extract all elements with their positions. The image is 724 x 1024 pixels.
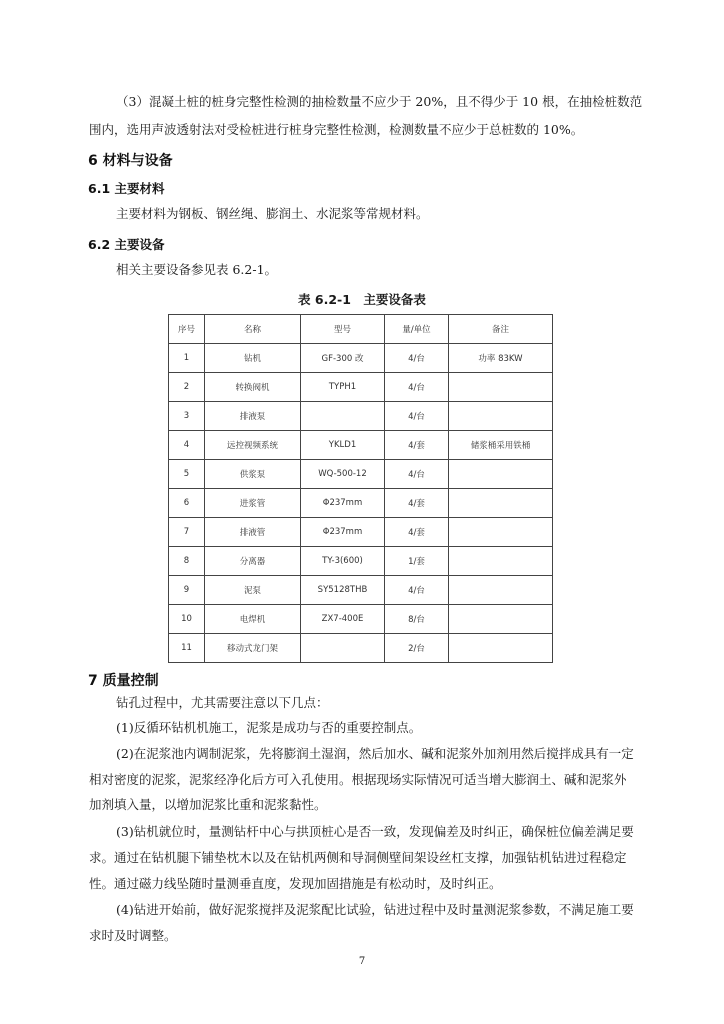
table-row [169, 605, 553, 634]
section-6-1-heading: 6.1 主要材料 [88, 181, 165, 196]
table-cell: 3 [169, 402, 205, 431]
paragraph-line: 加剂填入量，以增加泥浆比重和泥浆黏性。 [89, 797, 327, 812]
table-cell: 排液管 [205, 518, 301, 547]
table-cell: 远控视频系统 [205, 431, 301, 460]
table-row [169, 344, 553, 373]
table-cell: 1 [169, 344, 205, 373]
table-row [169, 518, 553, 547]
equipment-table [168, 314, 553, 663]
table-row [169, 460, 553, 489]
section-6-2-heading: 6.2 主要设备 [88, 237, 165, 252]
table-cell: Φ237mm [301, 489, 385, 518]
table-cell: 8 [169, 547, 205, 576]
table-cell: 分离器 [205, 547, 301, 576]
table-cell: 11 [169, 634, 205, 663]
table-cell [449, 373, 553, 402]
table-caption: 表 6.2-1 主要设备表 [298, 292, 426, 307]
table-row [169, 489, 553, 518]
table-cell [449, 489, 553, 518]
table-cell: 4/套 [385, 431, 449, 460]
table-cell: YKLD1 [301, 431, 385, 460]
table-cell: 4/台 [385, 576, 449, 605]
table-cell [301, 402, 385, 431]
table-cell: 4/套 [385, 518, 449, 547]
paragraph-line: （3）混凝土桩的桩身完整性检测的抽检数量不应少于 20%，且不得少于 10 根，在抽检桩数范 [116, 94, 643, 109]
table-cell: TY-3(600) [301, 547, 385, 576]
table-cell: 钻机 [205, 344, 301, 373]
table-cell [449, 576, 553, 605]
table-cell: 6 [169, 489, 205, 518]
table-cell: 功率 83KW [449, 344, 553, 373]
table-cell: 7 [169, 518, 205, 547]
table-cell: ZX7-400E [301, 605, 385, 634]
table-cell: GF-300 改 [301, 344, 385, 373]
table-row [169, 373, 553, 402]
table-cell [301, 634, 385, 663]
table-cell: SY5128THB [301, 576, 385, 605]
table-cell: 4/套 [385, 489, 449, 518]
table-row [169, 576, 553, 605]
table-cell: 泥泵 [205, 576, 301, 605]
table-cell: 2/台 [385, 634, 449, 663]
table-cell: 5 [169, 460, 205, 489]
section-6-2-text: 相关主要设备参见表 6.2-1。 [116, 262, 278, 277]
table-cell: 供浆泵 [205, 460, 301, 489]
section-7-intro: 钻孔过程中，尤其需要注意以下几点： [116, 695, 329, 710]
table-cell: 8/台 [385, 605, 449, 634]
table-cell: 4/台 [385, 460, 449, 489]
paragraph-line: 围内，选用声波透射法对受检桩进行桩身完整性检测，检测数量不应少于总桩数的 10%。 [89, 122, 584, 137]
paragraph-line: (3)钻机就位时，量测钻杆中心与拱顶桩心是否一致，发现偏差及时纠正，确保桩位偏差满足要 [116, 824, 634, 839]
table-cell: 9 [169, 576, 205, 605]
table-cell: TYPH1 [301, 373, 385, 402]
table-cell: 进浆管 [205, 489, 301, 518]
paragraph-line: 相对密度的泥浆，泥浆经净化后方可入孔使用。根据现场实际情况可适当增大膨润土、碱和泥浆外 [89, 772, 627, 787]
table-cell [449, 634, 553, 663]
column-header: 量/单位 [385, 315, 449, 344]
column-header: 序号 [169, 315, 205, 344]
paragraph-line: 性。通过磁力线坠随时量测垂直度，发现加固措施是有松动时，及时纠正。 [89, 876, 502, 891]
table-cell [449, 402, 553, 431]
paragraph-line: (1)反循环钻机机施工，泥浆是成功与否的重要控制点。 [116, 720, 422, 735]
paragraph-line: (2)在泥浆池内调制泥浆，先将膨润土湿润，然后加水、碱和泥浆外加剂用然后搅拌成具有一定 [116, 746, 634, 761]
table-cell [449, 547, 553, 576]
column-header: 名称 [205, 315, 301, 344]
table-cell: 排液泵 [205, 402, 301, 431]
table-cell: 4 [169, 431, 205, 460]
paragraph-line: 求时及时调整。 [89, 928, 177, 943]
table-cell: 储浆桶采用铁桶 [449, 431, 553, 460]
page-number: 7 [358, 956, 366, 967]
table-row [169, 547, 553, 576]
table-cell [449, 518, 553, 547]
table-cell: 10 [169, 605, 205, 634]
table-cell: 4/台 [385, 344, 449, 373]
table-cell: WQ-500-12 [301, 460, 385, 489]
table-cell: 2 [169, 373, 205, 402]
table-cell: 1/套 [385, 547, 449, 576]
table-cell: Φ237mm [301, 518, 385, 547]
column-header: 备注 [449, 315, 553, 344]
column-header: 型号 [301, 315, 385, 344]
table-row [169, 402, 553, 431]
paragraph-line: 求。通过在钻机腿下铺垫枕木以及在钻机两侧和导洞侧壁间架设丝杠支撑，加强钻机钻进过程稳定 [89, 850, 627, 865]
section-6-1-text: 主要材料为钢板、钢丝绳、膨润土、水泥浆等常规材料。 [116, 206, 429, 221]
table-cell: 移动式龙门架 [205, 634, 301, 663]
paragraph-line: (4)钻进开始前，做好泥浆搅拌及泥浆配比试验，钻进过程中及时量测泥浆参数，不满足施工要 [116, 902, 634, 917]
table-cell: 4/台 [385, 402, 449, 431]
table-cell: 4/台 [385, 373, 449, 402]
table-cell [449, 605, 553, 634]
section-6-heading: 6 材料与设备 [88, 153, 173, 169]
table-row [169, 431, 553, 460]
table-cell [449, 460, 553, 489]
section-7-heading: 7 质量控制 [88, 673, 159, 689]
table-cell: 电焊机 [205, 605, 301, 634]
table-cell: 转换阀机 [205, 373, 301, 402]
table-row [169, 634, 553, 663]
table-header-row [169, 315, 553, 344]
